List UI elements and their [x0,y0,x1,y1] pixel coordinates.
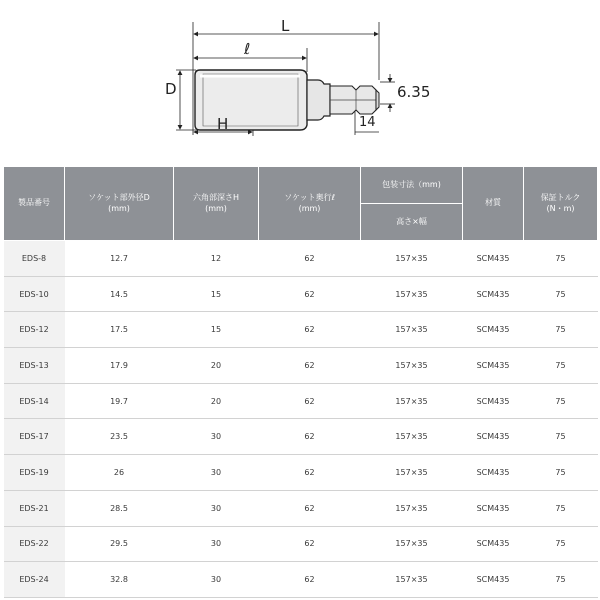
table-row [4,241,598,277]
cell-hex: 30 [174,562,259,598]
cell-package: 157×35 [361,455,463,491]
header-package-sub: 高さ×幅 [361,204,463,241]
cell-length: 62 [259,276,361,312]
cell-package: 157×35 [361,490,463,526]
socket-dimension-diagram [0,0,600,165]
cell-length: 62 [259,490,361,526]
cell-length: 62 [259,455,361,491]
table-row [4,419,598,455]
dimension-label-14: 14 [359,115,376,130]
dimension-label-L: L [281,17,290,35]
header-material: 材質 [463,167,524,241]
table-row [4,276,598,312]
table-row [4,526,598,562]
cell-hex: 30 [174,419,259,455]
cell-hex: 12 [174,241,259,277]
spec-table [3,166,598,598]
cell-material: SCM435 [463,383,524,419]
cell-hex: 20 [174,383,259,419]
cell-length: 62 [259,383,361,419]
cell-product: EDS-21 [4,490,65,526]
cell-material: SCM435 [463,526,524,562]
cell-od: 17.5 [65,312,174,348]
cell-package: 157×35 [361,419,463,455]
cell-package: 157×35 [361,562,463,598]
table-row [4,455,598,491]
cell-product: EDS-13 [4,348,65,384]
cell-material: SCM435 [463,490,524,526]
cell-package: 157×35 [361,526,463,562]
cell-torque: 75 [524,241,598,277]
cell-od: 14.5 [65,276,174,312]
cell-torque: 75 [524,312,598,348]
cell-od: 19.7 [65,383,174,419]
cell-material: SCM435 [463,276,524,312]
cell-torque: 75 [524,455,598,491]
cell-hex: 30 [174,526,259,562]
header-socket-length: ソケット奥行ℓ (mm) [259,167,361,241]
cell-product: EDS-12 [4,312,65,348]
cell-length: 62 [259,526,361,562]
cell-od: 32.8 [65,562,174,598]
cell-hex: 20 [174,348,259,384]
cell-length: 62 [259,312,361,348]
cell-torque: 75 [524,419,598,455]
cell-hex: 15 [174,312,259,348]
cell-od: 23.5 [65,419,174,455]
cell-length: 62 [259,348,361,384]
cell-package: 157×35 [361,348,463,384]
cell-hex: 30 [174,455,259,491]
dimension-label-l: ℓ [244,40,251,58]
table-row [4,490,598,526]
table-row [4,562,598,598]
cell-od: 17.9 [65,348,174,384]
cell-torque: 75 [524,276,598,312]
cell-od: 28.5 [65,490,174,526]
cell-package: 157×35 [361,312,463,348]
cell-od: 12.7 [65,241,174,277]
cell-length: 62 [259,419,361,455]
cell-hex: 30 [174,490,259,526]
header-hex-depth: 六角部深さH (mm) [174,167,259,241]
dimension-label-shank: 6.35 [397,83,431,101]
cell-package: 157×35 [361,383,463,419]
cell-material: SCM435 [463,419,524,455]
header-package: 包装寸法（mm) [361,167,463,204]
cell-material: SCM435 [463,562,524,598]
cell-hex: 15 [174,276,259,312]
cell-material: SCM435 [463,455,524,491]
cell-product: EDS-22 [4,526,65,562]
dimension-label-D: D [165,80,177,98]
cell-material: SCM435 [463,348,524,384]
cell-product: EDS-10 [4,276,65,312]
cell-material: SCM435 [463,312,524,348]
cell-product: EDS-8 [4,241,65,277]
cell-length: 62 [259,241,361,277]
cell-package: 157×35 [361,276,463,312]
header-torque: 保証トルク (N・m) [524,167,598,241]
table-row [4,348,598,384]
cell-product: EDS-14 [4,383,65,419]
table-row [4,312,598,348]
table-header-row [4,167,598,204]
table-row [4,383,598,419]
cell-torque: 75 [524,348,598,384]
cell-package: 157×35 [361,241,463,277]
cell-torque: 75 [524,383,598,419]
cell-product: EDS-24 [4,562,65,598]
cell-od: 29.5 [65,526,174,562]
cell-torque: 75 [524,526,598,562]
cell-product: EDS-17 [4,419,65,455]
header-product-no: 製品番号 [4,167,65,241]
cell-torque: 75 [524,562,598,598]
cell-length: 62 [259,562,361,598]
cell-torque: 75 [524,490,598,526]
header-socket-od: ソケット部外径D (mm) [65,167,174,241]
cell-od: 26 [65,455,174,491]
dimension-label-H: H [217,115,229,133]
socket-drawing [0,0,600,165]
cell-material: SCM435 [463,241,524,277]
cell-product: EDS-19 [4,455,65,491]
